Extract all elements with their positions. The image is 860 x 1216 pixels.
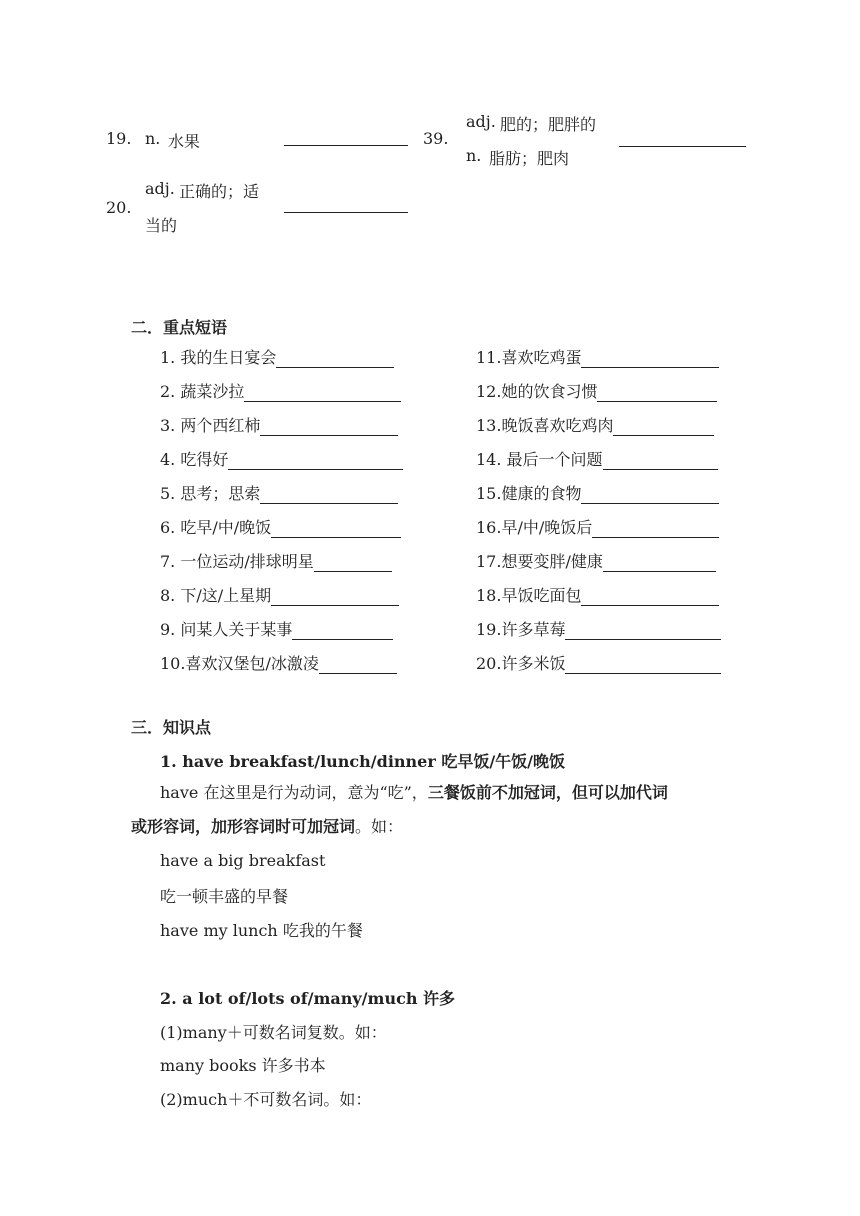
answer-blank[interactable] xyxy=(284,145,408,146)
explanation-text: have 在这里是行为动词，意为“吃”， xyxy=(160,783,428,802)
answer-blank[interactable] xyxy=(581,486,719,504)
answer-blank[interactable] xyxy=(619,146,746,147)
answer-blank[interactable] xyxy=(260,418,398,436)
point-title: 1. have breakfast/lunch/dinner 吃早饭/午饭/晚饭 xyxy=(160,752,566,771)
example-line: many books 许多书本 xyxy=(160,1056,326,1075)
phrase-item xyxy=(160,620,393,640)
phrase-item xyxy=(160,416,398,436)
phrase-text: 12.她的饮食习惯 xyxy=(476,382,598,401)
phrase-item xyxy=(476,586,719,606)
answer-blank[interactable] xyxy=(613,418,714,436)
phrase-text: 6. 吃早/中/晚饭 xyxy=(160,518,272,537)
answer-blank[interactable] xyxy=(276,350,394,368)
section-heading: 三．知识点 xyxy=(131,718,212,737)
answer-blank[interactable] xyxy=(228,452,403,470)
answer-blank[interactable] xyxy=(260,486,398,504)
answer-blank[interactable] xyxy=(314,554,392,572)
phrase-item xyxy=(476,382,717,402)
answer-blank[interactable] xyxy=(271,520,401,538)
phrase-item xyxy=(160,518,401,538)
vocab-meaning: 肥的；肥胖的 xyxy=(500,115,597,134)
answer-blank[interactable] xyxy=(319,656,397,674)
phrase-text: 10.喜欢汉堡包/冰激凌 xyxy=(160,654,319,673)
phrase-text: 9. 问某人关于某事 xyxy=(160,620,293,639)
vocab-pos: n. xyxy=(466,146,482,165)
phrase-text: 11.喜欢吃鸡蛋 xyxy=(476,348,582,367)
phrase-item xyxy=(160,586,399,606)
example-line: have a big breakfast xyxy=(160,851,326,870)
phrase-text: 15.健康的食物 xyxy=(476,484,582,503)
answer-blank[interactable] xyxy=(603,554,716,572)
answer-blank[interactable] xyxy=(284,212,408,213)
phrase-text: 14. 最后一个问题 xyxy=(476,450,603,469)
phrase-item xyxy=(476,484,719,504)
explanation-paragraph xyxy=(160,783,668,803)
answer-blank[interactable] xyxy=(592,520,719,538)
phrase-text: 4. 吃得好 xyxy=(160,450,229,469)
example-line: have my lunch 吃我的午餐 xyxy=(160,921,363,940)
phrase-item xyxy=(476,518,719,538)
answer-blank[interactable] xyxy=(244,384,401,402)
phrase-text: 16.早/中/晚饭后 xyxy=(476,518,593,537)
phrase-item xyxy=(476,620,721,640)
phrase-item xyxy=(476,348,719,368)
phrase-item xyxy=(476,552,716,572)
answer-blank[interactable] xyxy=(597,384,717,402)
phrase-text: 2. 蔬菜沙拉 xyxy=(160,382,245,401)
phrase-item xyxy=(160,552,392,572)
answer-blank[interactable] xyxy=(292,622,393,640)
phrase-item xyxy=(476,654,721,674)
vocab-meaning: 当的 xyxy=(145,216,178,235)
phrase-item xyxy=(160,348,394,368)
phrase-text: 19.许多草莓 xyxy=(476,620,566,639)
example-line: 吃一顿丰盛的早餐 xyxy=(160,887,289,906)
answer-blank[interactable] xyxy=(271,588,399,606)
phrase-text: 3. 两个西红柿 xyxy=(160,416,261,435)
emphasis-text: 或形容词，加形容词时可加冠词 xyxy=(131,817,356,836)
point-title: 2. a lot of/lots of/many/much 许多 xyxy=(160,989,456,1008)
phrase-item xyxy=(160,484,398,504)
phrase-item xyxy=(476,416,714,436)
phrase-text: 17.想要变胖/健康 xyxy=(476,552,603,571)
vocab-number: 20. xyxy=(106,198,132,217)
answer-blank[interactable] xyxy=(565,656,721,674)
phrase-text: 8. 下/这/上星期 xyxy=(160,586,272,605)
phrase-item xyxy=(160,450,403,470)
phrase-text: 1. 我的生日宴会 xyxy=(160,348,277,367)
rule-line: (2)much＋不可数名词。如： xyxy=(160,1090,372,1109)
phrase-item xyxy=(160,382,401,402)
section-heading: 二．重点短语 xyxy=(131,318,228,337)
phrase-text: 7. 一位运动/排球明星 xyxy=(160,552,314,571)
vocab-pos: n. xyxy=(145,129,161,148)
rule-line: (1)many＋可数名词复数。如： xyxy=(160,1023,387,1042)
vocab-pos: adj. xyxy=(145,179,175,198)
vocab-number: 19. xyxy=(106,129,132,148)
answer-blank[interactable] xyxy=(581,588,719,606)
phrase-text: 13.晚饭喜欢吃鸡肉 xyxy=(476,416,614,435)
explanation-text: 。如： xyxy=(355,817,404,836)
phrase-item xyxy=(476,450,718,470)
answer-blank[interactable] xyxy=(603,452,718,470)
phrase-item xyxy=(160,654,397,674)
vocab-meaning: 水果 xyxy=(168,132,201,151)
explanation-paragraph xyxy=(131,817,403,837)
phrase-text: 20.许多米饭 xyxy=(476,654,566,673)
answer-blank[interactable] xyxy=(565,622,721,640)
vocab-pos: adj. xyxy=(466,112,496,131)
phrase-text: 5. 思考；思索 xyxy=(160,484,261,503)
vocab-meaning: 脂肪；肥肉 xyxy=(489,149,570,168)
vocab-number: 39. xyxy=(423,129,449,148)
emphasis-text: 三餐饭前不加冠词，但可以加代词 xyxy=(427,783,668,802)
vocab-meaning: 正确的；适 xyxy=(179,182,260,201)
phrase-text: 18.早饭吃面包 xyxy=(476,586,582,605)
answer-blank[interactable] xyxy=(581,350,719,368)
